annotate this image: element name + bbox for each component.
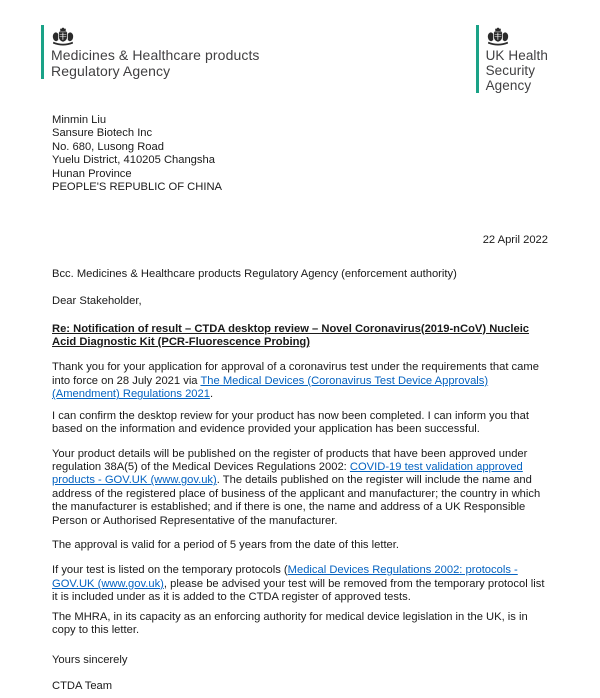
paragraph-register-publication — [52, 448, 548, 528]
royal-crest-icon — [51, 26, 260, 46]
paragraph-review-result: I can confirm the desktop review for your product has now been completed. I can inform you that based on the information and evidence provided your application has been successful. — [52, 409, 529, 436]
protocols-gov-uk-link[interactable]: Medical Devices Regulations 2002: protocols - GOV.UK (www.gov.uk) — [52, 564, 518, 590]
paragraph-application-text: Thank you for your application for approval of a coronavirus test under the requirements that came into force on 28 July 2021 via — [52, 361, 539, 387]
paragraph-approval-validity: The approval is valid for a period of 5 years from the date of this letter. — [52, 538, 399, 551]
ukhsa-logo — [476, 25, 548, 93]
recipient-address — [52, 114, 548, 194]
recipient-street: No. 680, Lusong Road — [52, 140, 164, 153]
covid19-approved-products-link[interactable]: COVID-19 test validation approved products - GOV.UK (www.gov.uk) — [52, 460, 523, 487]
recipient-name: Minmin Liu — [52, 114, 107, 126]
recipient-country: PEOPLE'S REPUBLIC OF CHINA — [52, 181, 222, 194]
subject-line: Re: Notification of result – CTDA desktop review – Novel Coronavirus(2019-nCoV) Nucleic Acid Diagnostic Kit (PCR-Fluorescence Probing) — [52, 322, 530, 349]
recipient-province: Hunan Province — [52, 167, 132, 180]
paragraph-temporary-protocols — [52, 564, 548, 604]
bcc-line: Bcc. Medicines & Healthcare products Regulatory Agency (enforcement authority) — [52, 267, 457, 280]
letter-date: 22 April 2022 — [482, 234, 548, 247]
paragraph-application-end: . — [209, 388, 214, 401]
salutation: Dear Stakeholder, — [52, 295, 142, 308]
signature: CTDA Team — [52, 679, 113, 692]
mhra-logo-line1: Medicines & Healthcare products — [51, 47, 260, 63]
mhra-logo — [41, 25, 260, 79]
ukhsa-logo-line2: Security — [485, 63, 536, 78]
paragraph-register-text: Your product details will be published on the register of products that have been approved under regulation 38A(5) of the Medical Devices Regulations 2002: — [52, 447, 528, 473]
ukhsa-accent-bar — [476, 25, 479, 93]
medical-devices-ctda-regulations-link[interactable]: The Medical Devices (Coronavirus Test Device Approvals) (Amendment) Regulations 2021 — [52, 374, 489, 401]
valediction: Yours sincerely — [52, 654, 128, 667]
paragraph-application — [52, 361, 548, 401]
recipient-district: Yuelu District, 410205 Changsha — [52, 154, 215, 167]
ukhsa-logo-line1: UK Health — [485, 48, 548, 63]
ukhsa-logo-line3: Agency — [485, 78, 532, 93]
royal-crest-icon — [486, 26, 548, 46]
mhra-logo-line2: Regulatory Agency — [51, 62, 171, 79]
paragraph-register-end: . The details published on the register will include the name and address of the registered place of business of the applicant and manufacturer; the country in which the manufacturer is established; and if there is one, the name and address of a UK Responsible Person or Authorised Representative of the manufacturer. — [52, 474, 541, 527]
paragraph-protocols-end: , please be advised your test will be removed from the temporary protocol list it is included under as it is added to the CTDA register of approved tests. — [52, 577, 545, 604]
paragraph-mhra-copy: The MHRA, in its capacity as an enforcing authority for medical device legislation in the UK, is in copy to this letter. — [52, 610, 528, 636]
letterhead — [41, 25, 548, 97]
recipient-company: Sansure Biotech Inc — [52, 127, 153, 140]
paragraph-protocols-text: If your test is listed on the temporary protocols ( — [52, 564, 288, 577]
mhra-accent-bar — [41, 25, 44, 79]
